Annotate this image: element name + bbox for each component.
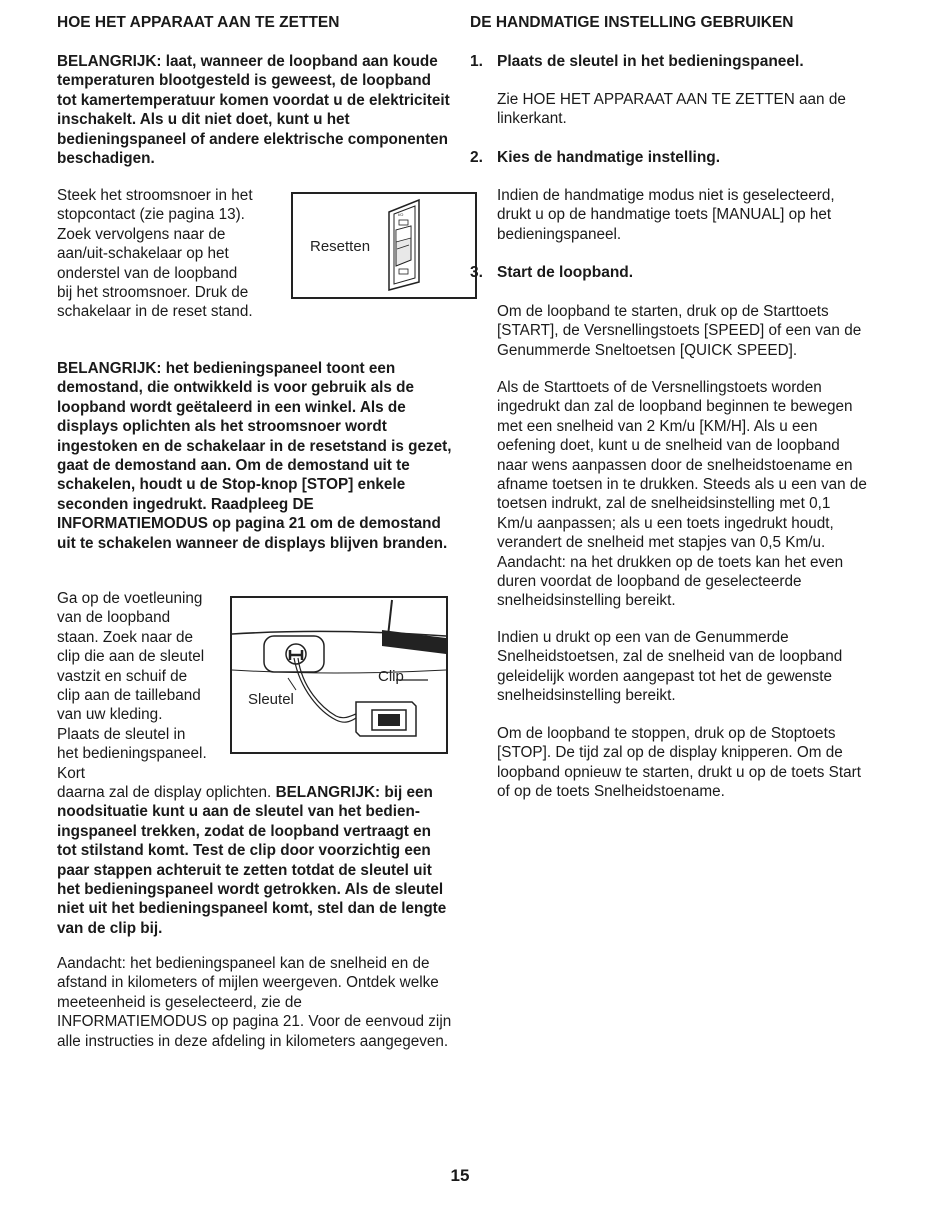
key-label: Sleutel <box>248 691 294 708</box>
step3-stop-text: Om de loopband te stoppen, druk op de Stoptoets [STOP]. De tijd zal op de display knipperen. Om de loopband opnieuw te starten, drukt u op de toets Start of op de toets Snelheidstoename. <box>497 725 861 801</box>
reset-switch-drawing <box>293 194 475 297</box>
key-clip-illustration <box>230 596 448 754</box>
step3-quick-speed-text: Indien u drukt op een van de Genummerde Snelheidstoetsen, zal de snelheid van de loopband geleidelijk worden aangepast tot het de gewenste snelheidsinstelling bereikt. <box>497 629 843 705</box>
important-emergency-note: BELANGRIJK: bij een noodsituatie kunt u aan de sleutel van het bedieningspaneel trekken, zodat de loopband vertraagt en tot stilstand komt. Test de clip door voorzichtig een paar stappen achteruit te zetten totdat de sleutel uit het bedieningspaneel wordt getrokken. Als de sleutel niet uit het bedieningspaneel komt, stel dan de lengte van de clip bij. <box>57 784 447 937</box>
step1-text: Zie HOE HET APPARAAT AAN TE ZETTEN aan de linkerkant. <box>497 91 846 128</box>
step3-number: 3. <box>470 264 483 281</box>
section-heading-manual-setting: DE HANDMATIGE INSTELLING GEBRUIKEN <box>470 14 794 31</box>
units-note: Aandacht: het bedieningspaneel kan de snelheid en de afstand in kilometers of mijlen weergeven. Ontdek welke meeteenheid is geselecteerd, zie de INFORMATIEMODUS op pagina 21. Voor de eenvoud zijn alle instructies in deze afdeling in kilometers aangegeven. <box>57 955 452 1050</box>
reset-switch-illustration <box>291 192 477 299</box>
step1-number: 1. <box>470 53 483 70</box>
step2-title: Kies de handmatige instelling. <box>497 149 721 166</box>
svg-text:I/O: I/O <box>398 212 404 217</box>
section-heading-power-on: HOE HET APPARAAT AAN TE ZETTEN <box>57 14 340 31</box>
important-temperature-note: BELANGRIJK: laat, wanneer de loopband aan koude temperaturen blootgesteld is geweest, de loopband tot kamertemperatuur komen voordat u de elektriciteit inschakelt. Als u dit niet doet, kunt u het bedieningspaneel of andere elektrische componenten beschadigen. <box>57 53 450 168</box>
step3-speed-text: Als de Starttoets of de Versnellingstoets worden ingedrukt dan zal de loopband beginnen te bewegen met een snelheid van 2 Km/u [KM/H]. Als u een oefening doet, kunt u de snelheid van de loopband naar wens aanpassen door de snelheidstoename en afname toetsen in te drukken. Steeds als u een van de toetsen indrukt, zal de snelheidsinstelling met 0,1 Km/u aanpassen; als u een toets ingedrukt houdt, verandert de snelheid met stapjes van 0,5 Km/u. Aandacht: na het drukken op de toets kan het even duren voordat de loopband de geselecteerde snelheidsinstelling bereikt. <box>497 379 867 610</box>
step3-title: Start de loopband. <box>497 264 634 281</box>
important-demo-mode-note: BELANGRIJK: het bedieningspaneel toont een demostand, die ontwikkeld is voor gebruik als de loopband wordt geëtaleerd in een winkel. Als de displays oplichten als het stroomsnoer wordt ingestoken en de schakelaar in de resetstand is gezet, gaat de demostand aan. Om de demostand uit te schakelen, houdt u de Stop-knop [STOP] enkele seconden ingedrukt. Raadpleeg DE INFORMATIEMODUS op pagina 21 om de demostand uit te schakelen wanneer de displays blijven branden. <box>57 360 452 552</box>
clip-instructions: Ga op de voetleuning van de loopband staan. Zoek naar de clip die aan de sleutel vastzit en schuif de clip aan de tailleband van uw kleding. Plaats de sleutel in het bedieningspaneel. Kort <box>57 590 207 782</box>
step3-start-text: Om de loopband te starten, druk op de Starttoets [START], de Versnellingstoets [SPEED] of een van de Genummerde Sneltoetsen [QUICK SPEED]. <box>497 303 862 359</box>
reset-label: Resetten <box>310 238 371 255</box>
step1-title: Plaats de sleutel in het bedieningspaneel. <box>497 53 804 70</box>
plug-in-instructions: Steek het stroomsnoer in het stopcontact (zie pagina 13). Zoek vervolgens naar de aan/uit-schakelaar op het onderstel van de loopband bij het stroomsnoer. Druk de schakelaar in de reset stand. <box>57 187 253 321</box>
clip-instructions-continued <box>57 783 454 938</box>
key-clip-drawing <box>232 598 446 752</box>
clip-label: Clip <box>378 668 404 685</box>
clip-text-continued: daarna zal de display oplichten. <box>57 784 272 801</box>
step2-text: Indien de handmatige modus niet is geselecteerd, drukt u op de handmatige toets [MANUAL] op het bedieningspaneel. <box>497 187 835 243</box>
page-number: 15 <box>450 1166 470 1185</box>
step2-number: 2. <box>470 149 483 166</box>
